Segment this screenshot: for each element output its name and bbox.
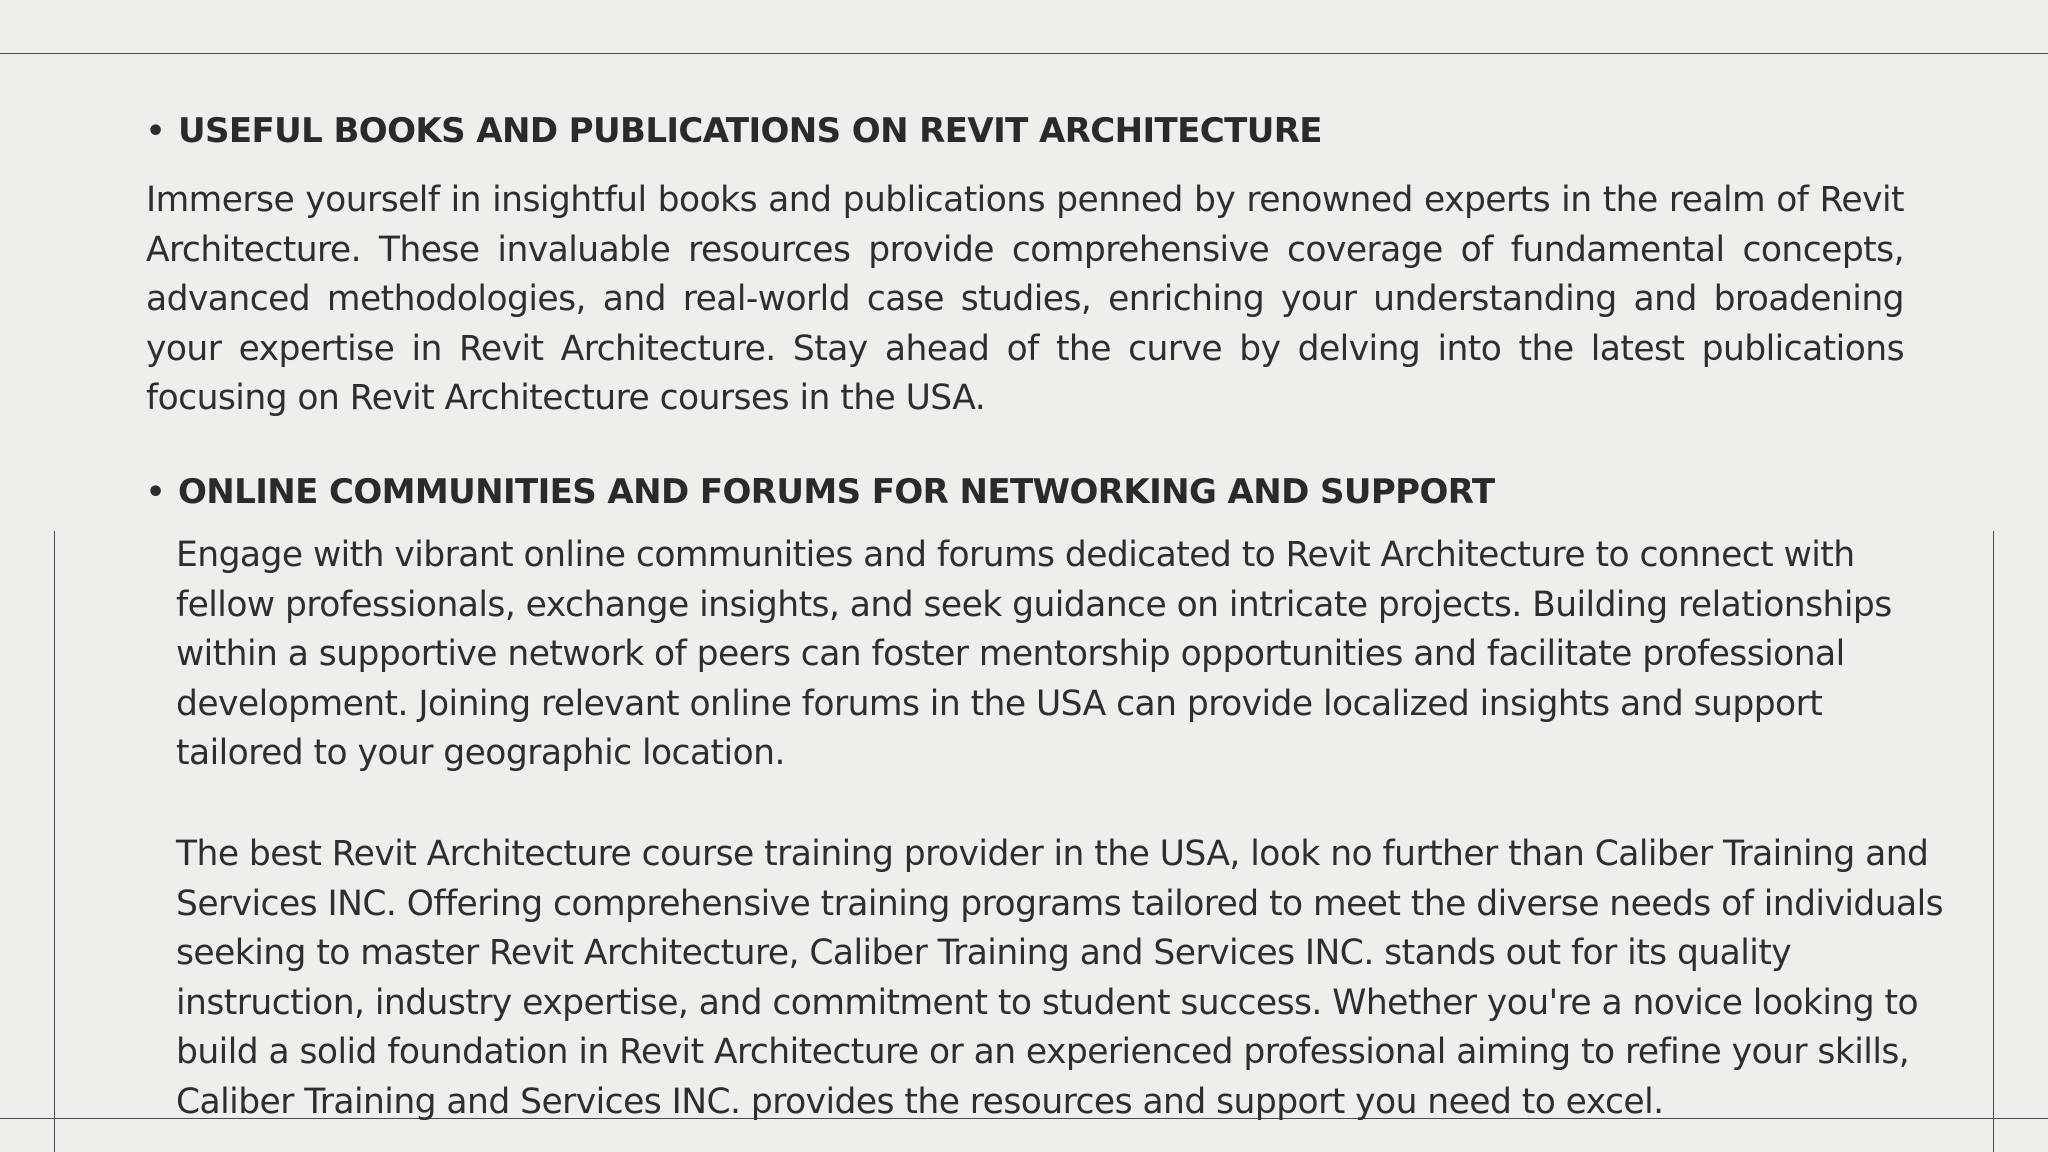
bullet-point: • <box>146 113 166 149</box>
section-heading-useful-books: USEFUL BOOKS AND PUBLICATIONS ON REVIT ARCHITECTURE <box>178 111 1322 151</box>
paragraph-training-provider: The best Revit Architecture course training provider in the USA, look no further than Caliber Training and Services INC. Offering comprehensive training programs tailored to meet the diverse needs of individuals seeking to master Revit Architecture, Caliber Training and Services INC. stands out for its quality instruction, industry expertise, and commitment to student success. Whether you're a novice looking to build a solid foundation in Revit Architecture or an experienced professional aiming to refine your skills, Caliber Training and Services INC. provides the resources and support you need to excel. <box>176 834 1944 1122</box>
section-heading-row <box>146 106 1322 156</box>
section-heading-row <box>146 467 1494 517</box>
top-divider-line <box>0 53 2048 54</box>
right-frame-line <box>1993 531 1994 1152</box>
paragraph-online-communities: Engage with vibrant online communities and forums dedicated to Revit Architecture to connect with fellow professionals, exchange insights, and seek guidance on intricate projects. Building relationships within a supportive network of peers can foster mentorship opportunities and facilitate professional development. Joining relevant online forums in the USA can provide localized insights and support tailored to your geographic location. <box>176 535 1892 774</box>
paragraph-books-publications: Immerse yourself in insightful books and publications penned by renowned experts in the realm of Revit Architecture. These invaluable resources provide comprehensive coverage of fundamental concepts, advanced methodologies, and real-world case studies, enriching your understanding and broadening your expertise in Revit Architecture. Stay ahead of the curve by delving into the latest publications focusing on Revit Architecture courses in the USA. <box>146 180 1904 419</box>
left-frame-line <box>54 531 55 1152</box>
bullet-point: • <box>146 474 166 510</box>
section-heading-online-communities: ONLINE COMMUNITIES AND FORUMS FOR NETWORKING AND SUPPORT <box>178 472 1495 512</box>
